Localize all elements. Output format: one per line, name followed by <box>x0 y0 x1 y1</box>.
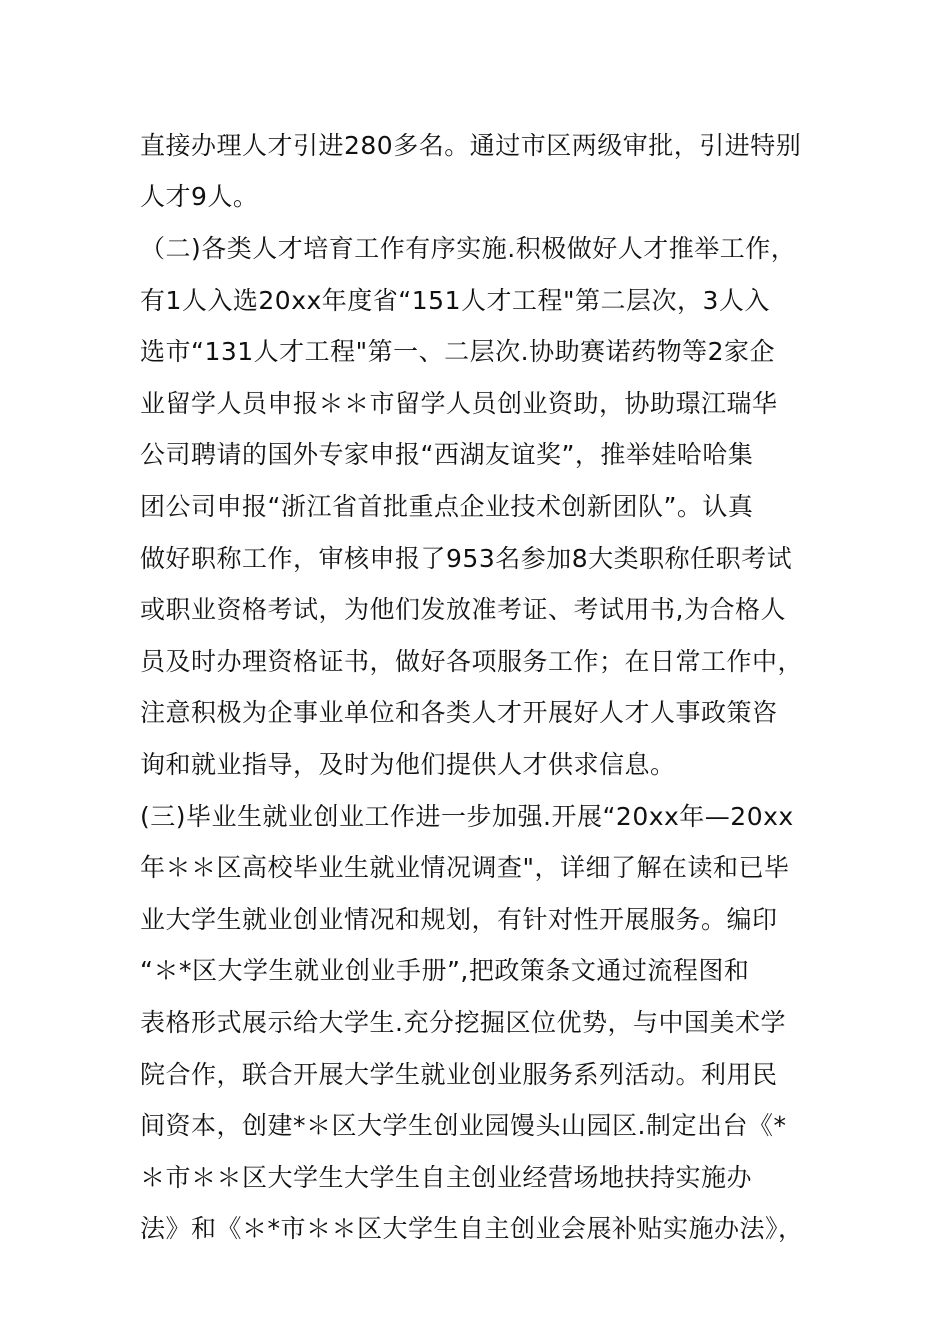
text-line-18: 表格形式展示给大学生.充分挖掘区位优势，与中国美术学 <box>140 1008 786 1037</box>
text-line-7: 公司聘请的国外专家申报“西湖友谊奖”，推举娃哈哈集 <box>140 440 754 469</box>
text-line-15: 年＊＊区高校毕业生就业情况调查"，详细了解在读和已毕 <box>140 853 790 882</box>
text-line-17: “＊*区大学生就业创业手册”,把政策条文通过流程图和 <box>140 956 750 985</box>
text-line-10: 或职业资格考试，为他们发放准考证、考试用书,为合格人 <box>140 595 786 624</box>
text-line-13: 询和就业指导，及时为他们提供人才供求信息。 <box>140 750 676 779</box>
text-line-22: 法》和《＊*市＊＊区大学生自主创业会展补贴实施办法》， <box>140 1214 804 1243</box>
text-line-9: 做好职称工作，审核申报了953名参加8大类职称任职考试 <box>140 544 793 573</box>
text-line-20: 间资本，创建*＊区大学生创业园馒头山园区.制定出台《* <box>140 1111 787 1140</box>
text-line-12: 注意积极为企事业单位和各类人才开展好人才人事政策咨 <box>140 698 778 727</box>
text-line-11: 员及时办理资格证书，做好各项服务工作；在日常工作中， <box>140 647 804 676</box>
text-line-16: 业大学生就业创业情况和规划，有针对性开展服务。编印 <box>140 905 778 934</box>
text-line-3: （二)各类人才培育工作有序实施.积极做好人才推举工作， <box>140 234 797 263</box>
text-line-6: 业留学人员申报＊＊市留学人员创业资助，协助璟江瑞华 <box>140 389 778 418</box>
text-line-2: 人才9人。 <box>140 182 259 211</box>
text-line-1: 直接办理人才引进280多名。通过市区两级审批，引进特别 <box>140 131 802 160</box>
text-line-14: (三)毕业生就业创业工作进一步加强.开展“20xx年—20xx <box>140 802 794 831</box>
text-line-4: 有1人入选20xx年度省“151人才工程"第二层次，3人入 <box>140 286 770 315</box>
text-line-5: 选市“131人才工程"第一、二层次.协助赛诺药物等2家企 <box>140 337 776 366</box>
text-line-19: 院合作，联合开展大学生就业创业服务系列活动。利用民 <box>140 1060 778 1089</box>
text-line-8: 团公司申报“浙江省首批重点企业技术创新团队”。认真 <box>140 492 754 521</box>
text-line-21: ＊市＊＊区大学生大学生自主创业经营场地扶持实施办 <box>140 1163 753 1192</box>
